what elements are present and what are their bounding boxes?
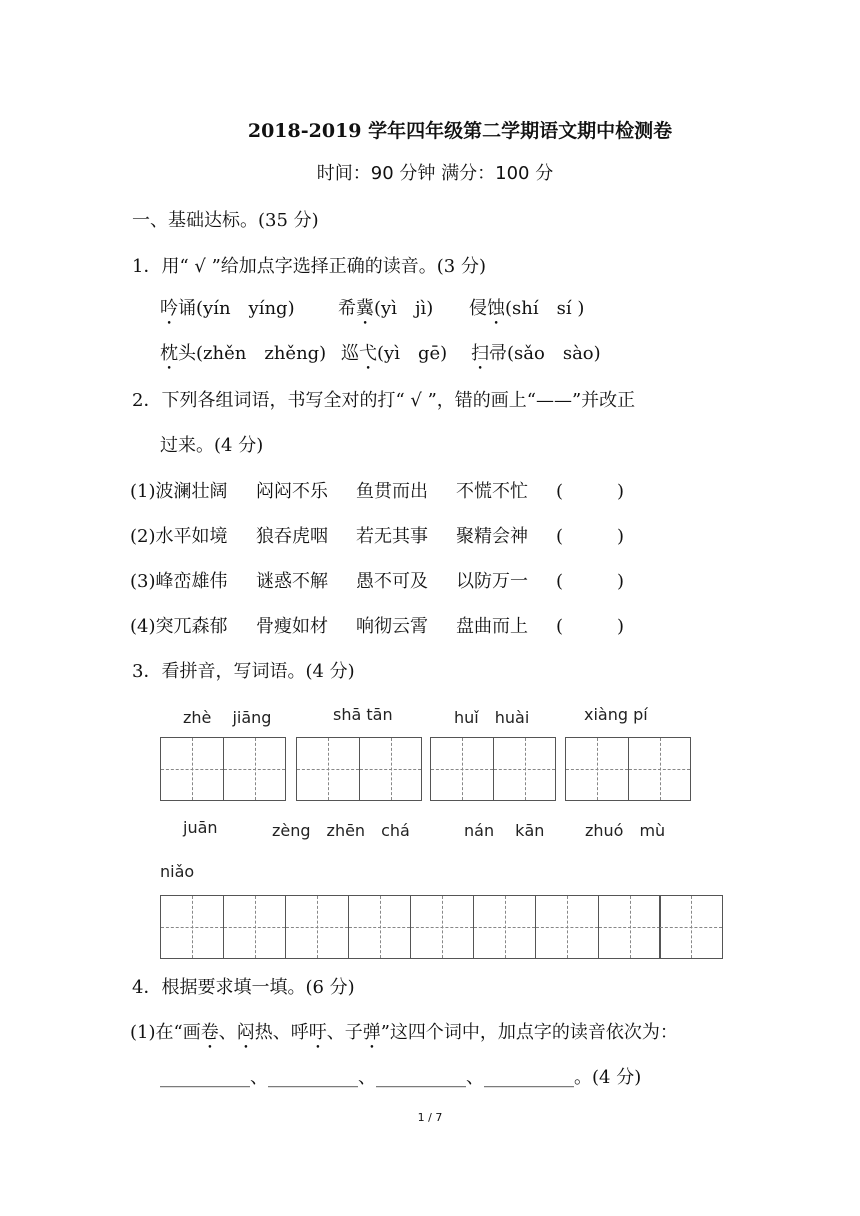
writing-grid[interactable] [410,895,536,959]
pinyin: juān [183,818,218,837]
pinyin: zhè jiāng [183,708,272,727]
pinyin: shā tān [333,705,393,724]
q2-row: (1)波澜壮阔 闷闷不乐 鱼贯而出 不慌不忙 ( ) [130,481,625,502]
writing-grid[interactable] [285,895,411,959]
answer-blanks[interactable]: __________、__________、__________、__________。(4 分) [160,1067,642,1088]
page-title: 2018-2019 学年四年级第二学期语文期中检测卷 [247,120,673,142]
answer-blank[interactable]: ( ) [556,481,625,502]
answer-blank[interactable]: ( ) [556,571,625,592]
q1-item: 巡弋(yì gē) [341,343,448,364]
question-2-prompt: 2．下列各组词语，书写全对的打“ √ ”，错的画上“——”并改正 [132,390,636,411]
writing-grid[interactable] [160,895,286,959]
q1-item: 枕头(zhěn zhěng) [160,343,327,364]
q2-row: (2)水平如境 狼吞虎咽 若无其事 聚精会神 ( ) [130,526,625,547]
pinyin: nán kān [464,821,545,840]
exam-info: 时间：90 分钟 满分：100 分 [316,163,554,184]
pinyin: zhuó mù [585,821,666,840]
page-number: 1 / 7 [417,1111,443,1124]
writing-grid[interactable] [659,895,723,959]
question-3-prompt: 3．看拼音，写词语。(4 分) [132,661,355,682]
pinyin: huǐ huài [454,708,530,727]
answer-blank[interactable]: ( ) [556,526,625,547]
q1-item: 希冀(yì jì) [338,298,434,319]
pinyin: zèng zhēn chá [272,821,410,840]
writing-grid[interactable] [565,737,691,801]
q1-item: 吟诵(yín yíng) [160,298,295,319]
writing-grid[interactable] [430,737,556,801]
q1-item: 扫帚(sǎo sào) [471,343,601,364]
q1-item: 侵蚀(shí sí ) [469,298,585,319]
q2-row: (3)峰峦雄伟 谜惑不解 愚不可及 以防万一 ( ) [130,571,625,592]
pinyin: xiàng pí [584,705,648,724]
pinyin: niǎo [160,862,195,881]
q2-row: (4)突兀森郁 骨瘦如材 响彻云霄 盘曲而上 ( ) [130,616,625,637]
writing-grid[interactable] [160,737,286,801]
section-heading: 一、基础达标。(35 分) [132,210,319,231]
q4-sub1: (1)在“画卷、闷热、呼吁、子弹”这四个词中，加点字的读音依次为： [130,1022,678,1043]
writing-grid[interactable] [535,895,661,959]
writing-grid[interactable] [296,737,422,801]
question-2-prompt-cont: 过来。(4 分) [160,435,264,456]
question-1-prompt: 1．用“ √ ”给加点字选择正确的读音。(3 分) [132,256,486,277]
answer-blank[interactable]: ( ) [556,616,625,637]
question-4-prompt: 4．根据要求填一填。(6 分) [132,977,355,998]
